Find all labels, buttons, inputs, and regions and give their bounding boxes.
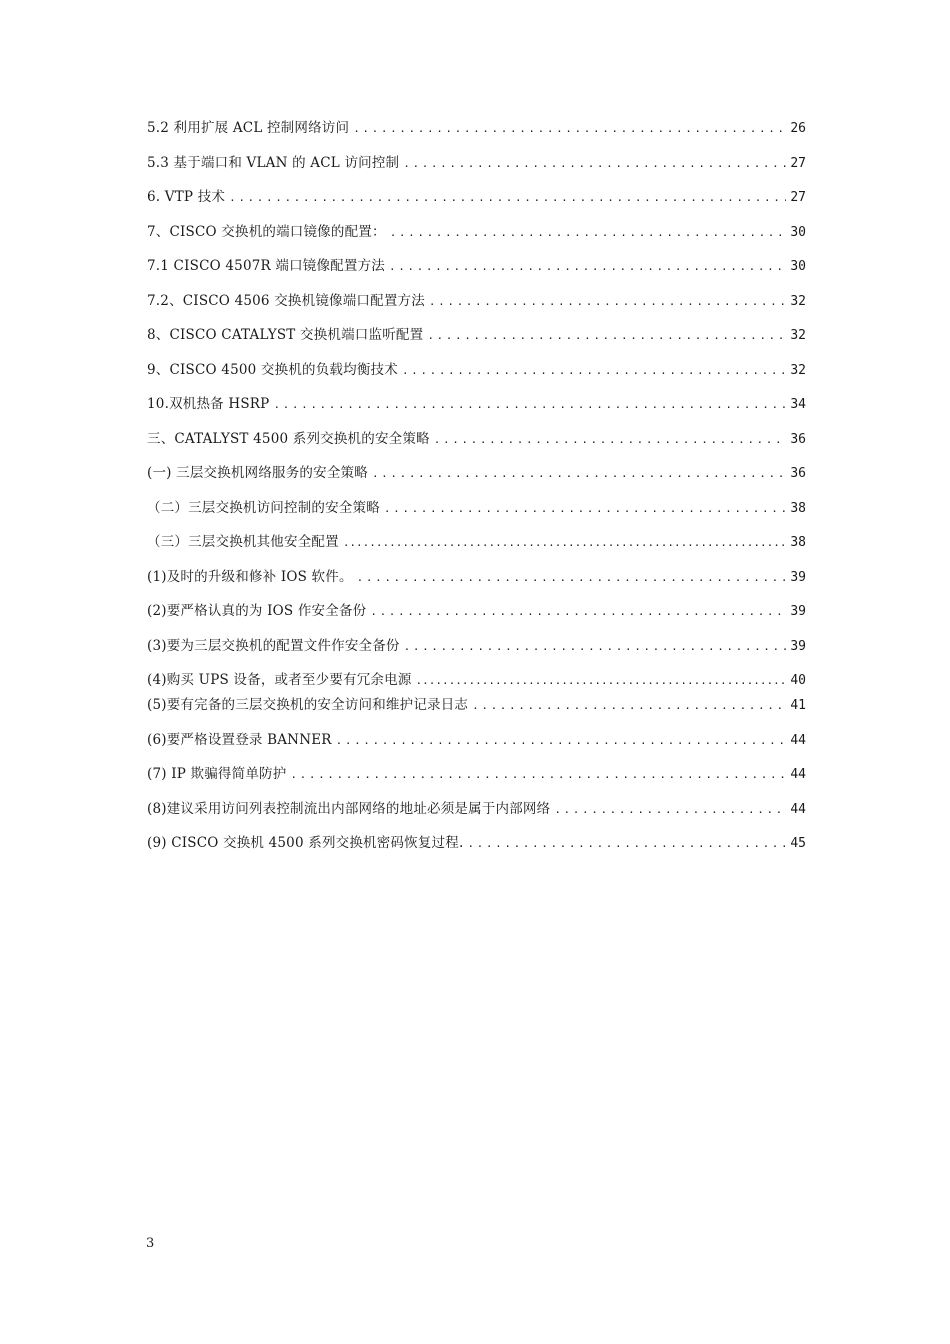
toc-entry-title: 5.3 基于端口和 VLAN 的 ACL 访问控制 <box>147 154 400 171</box>
toc-page-number: 39 <box>790 638 806 654</box>
toc-page-number: 39 <box>790 604 806 619</box>
toc-entry-title: (3)要为三层交换机的配置文件作安全备份 <box>147 637 400 654</box>
toc-entry[interactable] <box>147 187 806 222</box>
toc-entry-title: 8、CISCO CATALYST 交换机端口监听配置 <box>147 327 424 343</box>
toc-entry[interactable] <box>147 567 806 602</box>
toc-dot-leader <box>554 800 786 820</box>
toc-dot-leader <box>370 602 786 622</box>
toc-page-number: 39 <box>790 569 806 585</box>
toc-dot-leader <box>429 292 786 312</box>
toc-dot-leader <box>404 637 787 657</box>
toc-page-number: 32 <box>790 362 806 378</box>
toc-dot-leader <box>434 430 787 450</box>
toc-entry-title: 9、CISCO 4500 交换机的负载均衡技术 <box>147 361 398 378</box>
toc-page-number: 36 <box>790 466 806 481</box>
toc-entry-title: 7.1 CISCO 4507R 端口镜像配置方法 <box>147 258 385 274</box>
toc-dot-leader <box>343 533 787 553</box>
toc-entry-title: (9) CISCO 交换机 4500 系列交换机密码恢复过程. <box>147 835 464 851</box>
toc-page-number: 30 <box>790 224 806 240</box>
toc-entry-title: (2)要严格认真的为 IOS 作安全备份 <box>147 603 367 619</box>
toc-page-number: 27 <box>790 155 806 171</box>
toc-dot-leader <box>229 188 786 208</box>
toc-entry-title: 7.2、CISCO 4506 交换机镜像端口配置方法 <box>147 292 425 309</box>
toc-entry-title: (8)建议采用访问列表控制流出内部网络的地址必须是属于内部网络 <box>147 800 551 817</box>
toc-entry[interactable] <box>147 799 806 834</box>
toc-entry[interactable] <box>147 256 806 291</box>
toc-dot-leader <box>273 395 786 415</box>
toc-page-number: 38 <box>790 535 806 550</box>
toc-entry[interactable] <box>147 833 806 868</box>
toc-page-number: 32 <box>790 293 806 309</box>
toc-dot-leader <box>384 499 786 519</box>
page-footer-number: 3 <box>146 1236 155 1251</box>
toc-entry-title: 5.2 利用扩展 ACL 控制网络访问 <box>147 120 350 136</box>
toc-entry-title: （三）三层交换机其他安全配置 <box>147 534 339 550</box>
table-of-contents <box>147 118 806 868</box>
toc-dot-leader <box>336 731 787 751</box>
toc-page-number: 41 <box>790 698 806 713</box>
toc-dot-leader <box>389 257 786 277</box>
toc-dot-leader <box>290 765 786 785</box>
toc-dot-leader <box>472 696 786 716</box>
toc-entry[interactable] <box>147 636 806 671</box>
toc-page-number: 26 <box>790 121 806 136</box>
toc-entry-title: 10.双机热备 HSRP <box>147 396 270 412</box>
toc-page-number: 38 <box>790 500 806 516</box>
toc-entry-title: (6)要严格设置登录 BANNER <box>147 731 332 748</box>
toc-page-number: 44 <box>790 732 806 748</box>
toc-page-number: 32 <box>790 328 806 343</box>
toc-page-number: 40 <box>790 673 806 688</box>
toc-page-number: 27 <box>790 190 806 205</box>
toc-entry[interactable] <box>147 153 806 188</box>
toc-dot-leader <box>353 119 786 139</box>
toc-dot-leader <box>402 361 786 381</box>
toc-entry-title: (4)购买 UPS 设备，或者至少要有冗余电源 <box>147 672 412 688</box>
toc-entry-title: （二）三层交换机访问控制的安全策略 <box>147 499 380 516</box>
toc-entry[interactable] <box>147 695 806 730</box>
toc-entry[interactable] <box>147 291 806 326</box>
toc-entry[interactable] <box>147 498 806 533</box>
toc-entry[interactable] <box>147 118 806 153</box>
toc-entry[interactable] <box>147 463 806 498</box>
toc-entry-title: (5)要有完备的三层交换机的安全访问和维护记录日志 <box>147 697 469 713</box>
toc-page-number: 34 <box>790 397 806 412</box>
toc-page-number: 30 <box>790 259 806 274</box>
toc-dot-leader <box>372 464 786 484</box>
toc-entry[interactable] <box>147 730 806 765</box>
toc-dot-leader <box>403 154 786 174</box>
toc-entry-title: 三、CATALYST 4500 系列交换机的安全策略 <box>147 430 430 447</box>
toc-page-number: 44 <box>790 801 806 817</box>
toc-dot-leader <box>427 326 786 346</box>
toc-dot-leader <box>390 223 787 243</box>
toc-entry[interactable] <box>147 222 806 257</box>
toc-entry[interactable] <box>147 429 806 464</box>
toc-entry[interactable] <box>147 360 806 395</box>
toc-entry[interactable] <box>147 764 806 799</box>
toc-entry[interactable] <box>147 325 806 360</box>
toc-entry-title: (1)及时的升级和修补 IOS 软件。 <box>147 568 353 585</box>
toc-entry[interactable] <box>147 394 806 429</box>
toc-entry-title: 6. VTP 技术 <box>147 189 226 205</box>
toc-entry[interactable] <box>147 532 806 567</box>
toc-entry-title: 7、CISCO 交换机的端口镜像的配置： <box>147 223 386 240</box>
toc-page-number: 45 <box>790 836 806 851</box>
toc-dot-leader <box>357 568 787 588</box>
toc-page-number: 36 <box>790 431 806 447</box>
toc-entry[interactable] <box>147 601 806 636</box>
toc-dot-leader <box>467 834 786 854</box>
toc-page-number: 44 <box>790 767 806 782</box>
toc-dot-leader <box>416 671 787 691</box>
toc-entry-title: (一) 三层交换机网络服务的安全策略 <box>147 465 368 481</box>
toc-entry[interactable] <box>147 670 806 695</box>
toc-entry-title: (7) IP 欺骗得简单防护 <box>147 766 287 782</box>
